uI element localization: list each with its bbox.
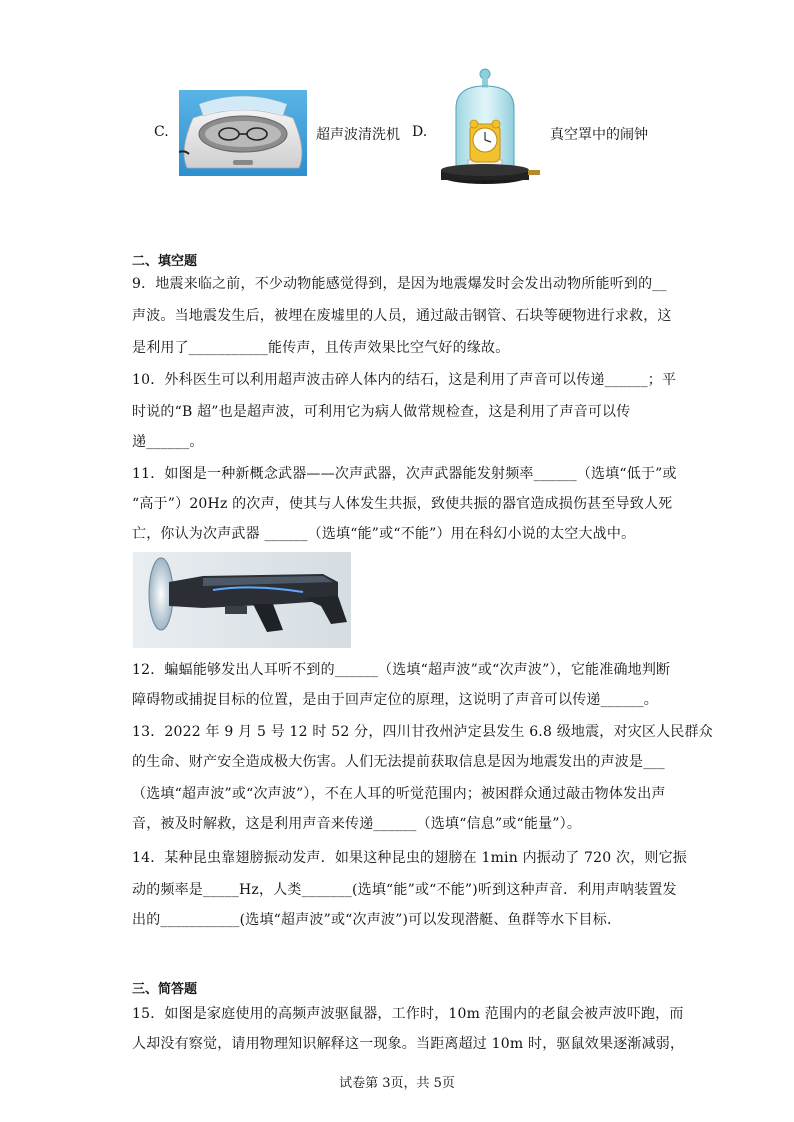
q13-line4: 音，被及时解救，这是利用声音来传递______（选填“信息”或“能量”）。	[132, 816, 582, 832]
option-c-caption: 超声波清洗机	[316, 127, 400, 143]
q14-line3: 出的___________(选填“超声波”或“次声波”)可以发现潜艇、鱼群等水下目标．	[132, 912, 622, 928]
q10-line1: 10．外科医生可以利用超声波击碎人体内的结石，这是利用了声音可以传递______；平	[132, 372, 677, 388]
q15-line2: 人却没有察觉，请用物理知识解释这一现象。当距离超过 10m 时，驱鼠效果逐渐减弱，	[132, 1036, 685, 1052]
option-d-letter: D.	[412, 124, 428, 140]
q12-line1: 12．蝙蝠能够发出人耳听不到的______（选填“超声波”或“次声波”），它能准确地判断	[132, 662, 671, 678]
page-footer: 试卷第 3页，共 5页	[339, 1076, 455, 1091]
q10-line2: 时说的“B 超”也是超声波，可利用它为病人做常规检查，这是利用了声音可以传	[132, 404, 631, 420]
q10-line3: 递______。	[132, 434, 204, 450]
q14-line1: 14．某种昆虫靠翅膀振动发声．如果这种昆虫的翅膀在 1min 内振动了 720 次，则它振	[132, 850, 688, 866]
q9-line1: 9．地震来临之前，不少动物能感觉得到，是因为地震爆发时会发出动物所能听到的__	[132, 276, 667, 292]
infrasound-weapon-image	[133, 552, 351, 648]
q14-line2: 动的频率是_____Hz，人类_______(选填“能”或“不能”)听到这种声音．利用声呐装置发	[132, 882, 677, 898]
q11-line2: “高于”）20Hz 的次声，使其与人体发生共振，致使共振的器官造成损伤甚至导致人死	[132, 496, 673, 512]
section-short-answer-title: 三、简答题	[132, 982, 198, 997]
q13-line2: 的生命、财产安全造成极大伤害。人们无法提前获取信息是因为地震发出的声波是___	[132, 754, 665, 770]
q11-line3: 亡，你认为次声武器 ______（选填“能”或“不能”）用在科幻小说的太空大战中。	[132, 526, 636, 542]
q13-line3: （选填“超声波”或“次声波”），不在人耳的听觉范围内；被困群众通过敲击物体发出声	[132, 786, 666, 802]
q15-line1: 15．如图是家庭使用的高频声波驱鼠器，工作时，10m 范围内的老鼠会被声波吓跑，而	[132, 1006, 684, 1022]
q12-line2: 障碍物或捕捉目标的位置，是由于回声定位的原理，这说明了声音可以传递______。	[132, 692, 658, 708]
q9-line3: 是利用了___________能传声，且传声效果比空气好的缘故。	[132, 340, 510, 356]
q11-line1: 11．如图是一种新概念武器——次声武器，次声武器能发射频率______（选填“低于”或	[132, 466, 677, 482]
section-fill-title: 二、填空题	[132, 254, 198, 269]
option-d-caption: 真空罩中的闹钟	[550, 127, 648, 143]
vacuum-bell-jar-clock-image	[434, 66, 546, 194]
ultrasonic-cleaner-image	[179, 90, 307, 176]
q13-line1: 13．2022 年 9 月 5 号 12 时 52 分，四川甘孜州泸定县发生 6.8 级地震，对灾区人民群众	[132, 724, 713, 740]
option-c-letter: C.	[154, 124, 169, 140]
q9-line2: 声波。当地震发生后，被埋在废墟里的人员，通过敲击钢管、石块等硬物进行求救，这	[132, 308, 672, 324]
